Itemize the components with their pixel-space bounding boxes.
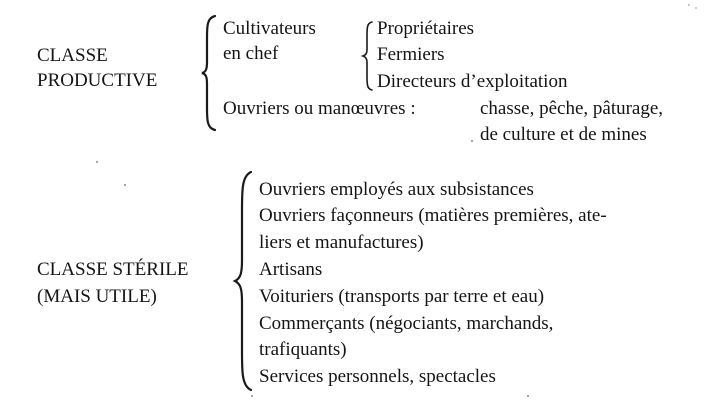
- workers-label: Ouvriers ou manœuvres :: [223, 98, 416, 119]
- workers-line2: de culture et de mines: [480, 124, 647, 145]
- sterile-item: Ouvriers façonneurs (matières premières, ate-: [259, 205, 607, 226]
- sterile-brace: [233, 170, 257, 392]
- scan-speck: [695, 7, 697, 9]
- subgroup-directeurs: Directeurs d’exploitation: [377, 71, 568, 92]
- sterile-label-line2: (MAIS UTILE): [37, 286, 157, 307]
- sterile-item: Commerçants (négociants, marchands,: [259, 313, 554, 334]
- subgroup-fermiers: Fermiers: [377, 44, 445, 65]
- scan-speck: [688, 4, 690, 6]
- productive-label-line2: PRODUCTIVE: [37, 70, 158, 91]
- cultivators-brace: [362, 20, 374, 92]
- sterile-item: Artisans: [259, 259, 323, 280]
- sterile-item: Voituriers (transports par terre et eau): [259, 286, 545, 307]
- sterile-item: trafiquants): [259, 339, 347, 360]
- scan-speck: [527, 395, 529, 397]
- cultivators-line1: Cultivateurs: [223, 18, 316, 39]
- workers-line1: chasse, pêche, pâturage,: [480, 98, 664, 119]
- sterile-item: liers et manufactures): [259, 232, 424, 253]
- sterile-label-line1: CLASSE STÉRILE: [37, 259, 189, 280]
- sterile-item: Services personnels, spectacles: [259, 366, 496, 387]
- scan-speck: [471, 140, 473, 142]
- productive-brace: [201, 14, 221, 132]
- scan-speck: [251, 395, 253, 397]
- scan-speck: [124, 184, 126, 186]
- cultivators-line2: en chef: [223, 43, 279, 64]
- sterile-item: Ouvriers employés aux subsistances: [259, 179, 534, 200]
- productive-label-line1: CLASSE: [37, 45, 108, 66]
- scan-speck: [96, 161, 98, 163]
- subgroup-proprietaires: Propriétaires: [377, 18, 475, 39]
